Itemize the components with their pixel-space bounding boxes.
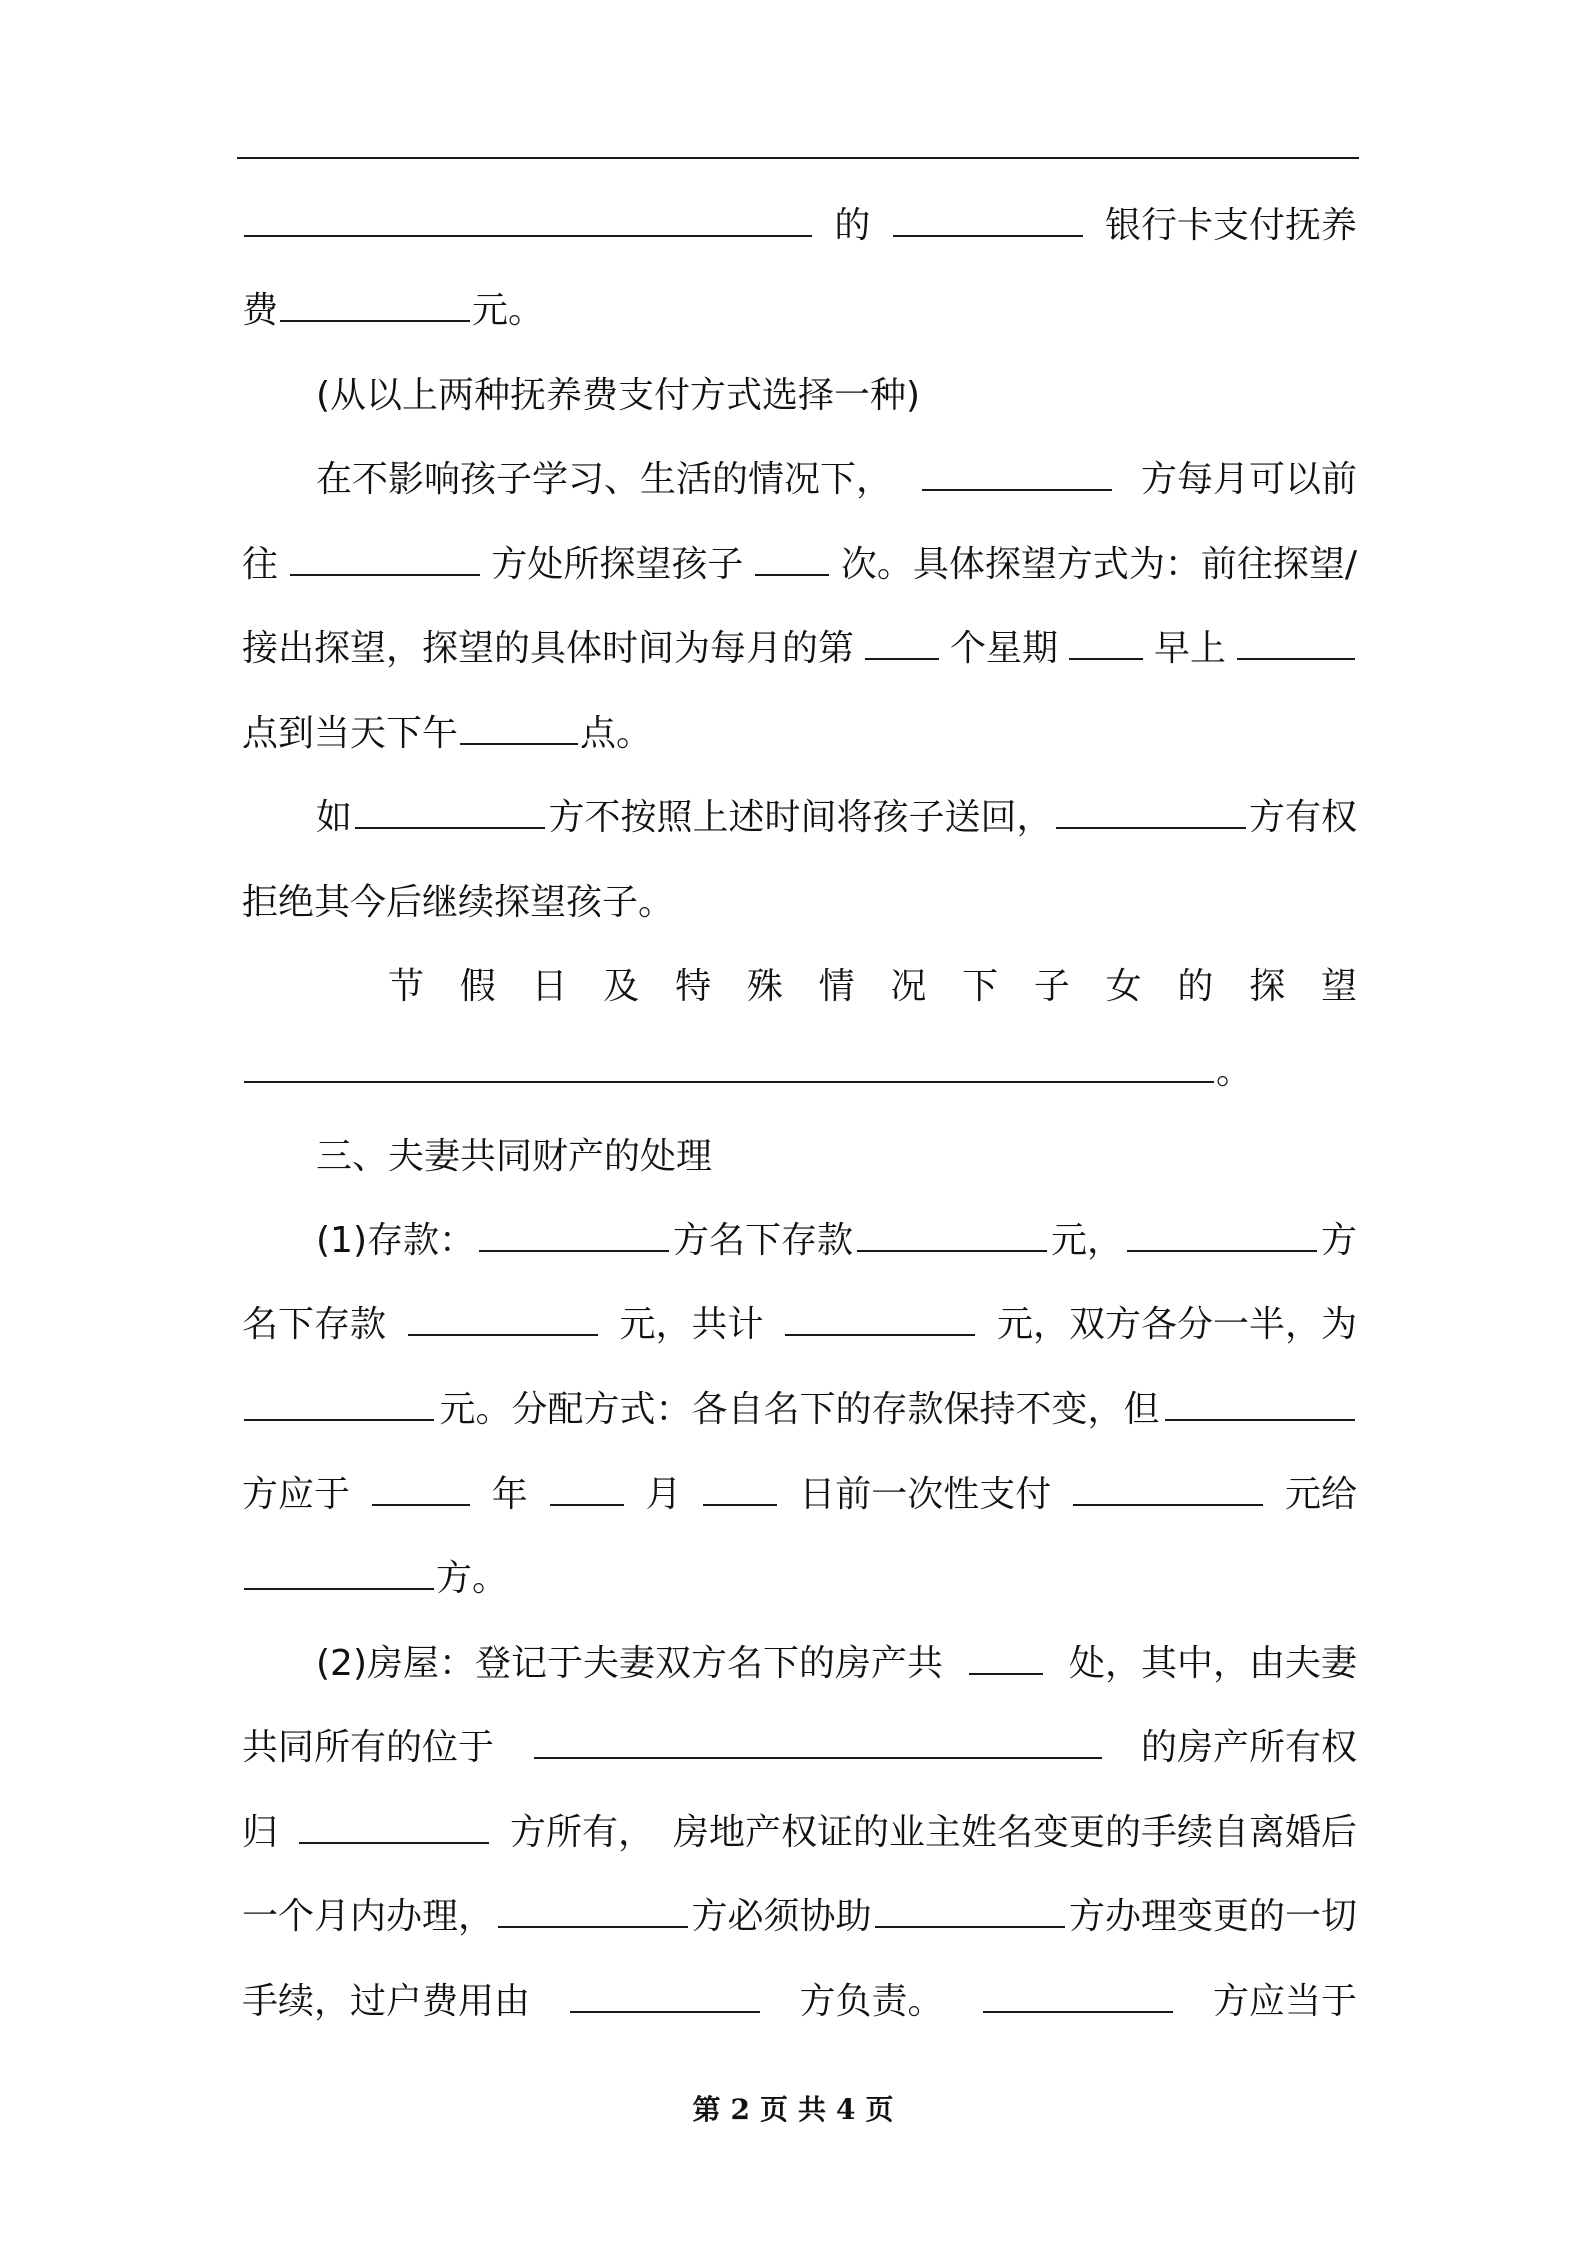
text-run: 元给 — [1284, 1474, 1357, 1515]
text-line — [242, 1804, 1357, 1862]
blank — [1165, 1397, 1355, 1421]
text-run: 方处所探望孩子 — [491, 544, 744, 585]
footer-total-pages: 4 — [836, 2093, 856, 2126]
text-run: 银行卡支付抚养 — [1104, 205, 1357, 246]
text-line — [316, 789, 1357, 847]
text-run: 元。 — [472, 290, 545, 331]
char: 节 — [388, 966, 425, 1007]
blank — [280, 298, 470, 322]
blank — [857, 1228, 1047, 1252]
blank — [1069, 636, 1143, 660]
blank — [299, 1820, 489, 1844]
text-line — [242, 1466, 1357, 1524]
blank — [244, 213, 812, 237]
text-line — [242, 1719, 1357, 1777]
text-line — [316, 451, 1357, 509]
text-line — [388, 958, 1357, 1016]
blank — [1073, 1482, 1263, 1506]
text-run: (1)存款： — [316, 1220, 475, 1261]
char: 女 — [1105, 966, 1142, 1007]
blank — [1237, 636, 1355, 660]
footer-label: 页 — [865, 2093, 894, 2126]
text-run: 年 — [491, 1474, 528, 1515]
text-line — [242, 282, 1357, 340]
text-line — [316, 1635, 1357, 1693]
blank — [244, 1059, 1214, 1083]
char: 特 — [675, 966, 712, 1007]
text-run: 月 — [645, 1474, 682, 1515]
blank — [969, 1651, 1043, 1675]
text-line — [242, 1296, 1357, 1354]
text-run: 方必须协助 — [691, 1896, 872, 1937]
char: 的 — [1177, 966, 1214, 1007]
text-run: (从以上两种抚养费支付方式选择一种) — [316, 375, 921, 416]
text-line — [242, 874, 1357, 932]
text-line — [242, 1381, 1357, 1439]
blank — [983, 1989, 1173, 2013]
text-line — [242, 536, 1357, 594]
blank — [290, 552, 480, 576]
text-run: 方名下存款 — [672, 1220, 853, 1261]
text-line — [242, 705, 1357, 763]
text-run: 早上 — [1153, 628, 1226, 669]
text-run: 一个月内办理， — [242, 1896, 495, 1937]
blank — [355, 805, 545, 829]
text-run: 元。分配方式：各自名下的存款保持不变，但 — [439, 1389, 1160, 1430]
footer-label: 页 — [759, 2093, 788, 2126]
text-run: 三、夫妻共同财产的处理 — [316, 1136, 713, 1177]
text-run: 。 — [1216, 1051, 1253, 1092]
char: 及 — [603, 966, 640, 1007]
text-run: 方有权 — [1248, 797, 1357, 838]
text-line — [316, 1212, 1357, 1270]
text-run: 方每月可以前 — [1140, 459, 1357, 500]
text-run: 名下存款 — [242, 1304, 387, 1345]
text-run: 次。具体探望方式为：前往探望/ — [840, 544, 1357, 585]
blank — [460, 721, 578, 745]
text-line — [242, 1043, 1357, 1101]
text-line — [242, 620, 1357, 678]
blank — [372, 1482, 470, 1506]
blank — [408, 1312, 598, 1336]
char: 望 — [1320, 966, 1357, 1007]
text-run: 费 — [242, 290, 279, 331]
text-run: 在不影响孩子学习、生活的情况下， — [316, 459, 893, 500]
char: 假 — [459, 966, 496, 1007]
page-footer — [0, 2090, 1586, 2130]
text-line — [242, 1888, 1357, 1946]
blank — [1127, 1228, 1317, 1252]
text-run: 房地产权证的业主姓名变更的手续自离婚后 — [672, 1812, 1357, 1853]
text-run: 方负责。 — [799, 1981, 944, 2022]
blank — [570, 1989, 760, 2013]
footer-label: 共 — [798, 2093, 827, 2126]
blank — [755, 552, 829, 576]
text-run: 如 — [316, 797, 353, 838]
text-run: 方 — [1320, 1220, 1357, 1261]
text-line — [316, 367, 1357, 425]
blank — [703, 1482, 777, 1506]
char: 日 — [531, 966, 568, 1007]
char: 下 — [962, 966, 999, 1007]
text-run: 方应于 — [242, 1474, 351, 1515]
char: 殊 — [746, 966, 783, 1007]
text-run: 方办理变更的一切 — [1068, 1896, 1357, 1937]
blank — [893, 213, 1083, 237]
header-rule — [237, 157, 1359, 159]
text-line — [242, 197, 1357, 255]
char: 况 — [890, 966, 927, 1007]
text-run: 的房产所有权 — [1140, 1727, 1357, 1768]
blank — [479, 1228, 669, 1252]
footer-current-page: 2 — [730, 2093, 750, 2126]
text-run: 归 — [242, 1812, 279, 1853]
text-run: 接出探望，探望的具体时间为每月的第 — [242, 628, 855, 669]
text-run: 的 — [834, 205, 871, 246]
text-run: 元，共计 — [619, 1304, 764, 1345]
text-run: 共同所有的位于 — [242, 1727, 495, 1768]
text-run: 元，双方各分一半，为 — [996, 1304, 1357, 1345]
char: 情 — [818, 966, 855, 1007]
blank — [498, 1904, 688, 1928]
blank — [922, 467, 1112, 491]
text-run: 处，其中，由夫妻 — [1068, 1643, 1357, 1684]
text-run: 个星期 — [949, 628, 1058, 669]
section-heading — [316, 1128, 1357, 1186]
blank — [244, 1566, 434, 1590]
text-run: 往 — [242, 544, 279, 585]
text-run: 手续，过户费用由 — [242, 1981, 531, 2022]
blank — [785, 1312, 975, 1336]
text-line — [242, 1973, 1357, 2031]
text-run: 拒绝其今后继续探望孩子。 — [242, 882, 675, 923]
text-run: 日前一次性支付 — [799, 1474, 1052, 1515]
text-run: 方。 — [436, 1558, 509, 1599]
text-run: 元， — [1050, 1220, 1123, 1261]
blank — [1056, 805, 1246, 829]
text-run: 点。 — [580, 713, 653, 754]
blank — [534, 1735, 1102, 1759]
text-line — [242, 1550, 1357, 1608]
char: 子 — [1033, 966, 1070, 1007]
char: 探 — [1249, 966, 1286, 1007]
text-run: 方所有， — [509, 1812, 654, 1853]
text-run: 方应当于 — [1212, 1981, 1357, 2022]
blank — [875, 1904, 1065, 1928]
footer-label: 第 — [692, 2093, 721, 2126]
text-run: (2)房屋：登记于夫妻双方名下的房产共 — [316, 1643, 943, 1684]
blank — [550, 1482, 624, 1506]
blank — [244, 1397, 434, 1421]
text-run: 方不按照上述时间将孩子送回， — [548, 797, 1053, 838]
blank — [865, 636, 939, 660]
text-run: 点到当天下午 — [242, 713, 459, 754]
